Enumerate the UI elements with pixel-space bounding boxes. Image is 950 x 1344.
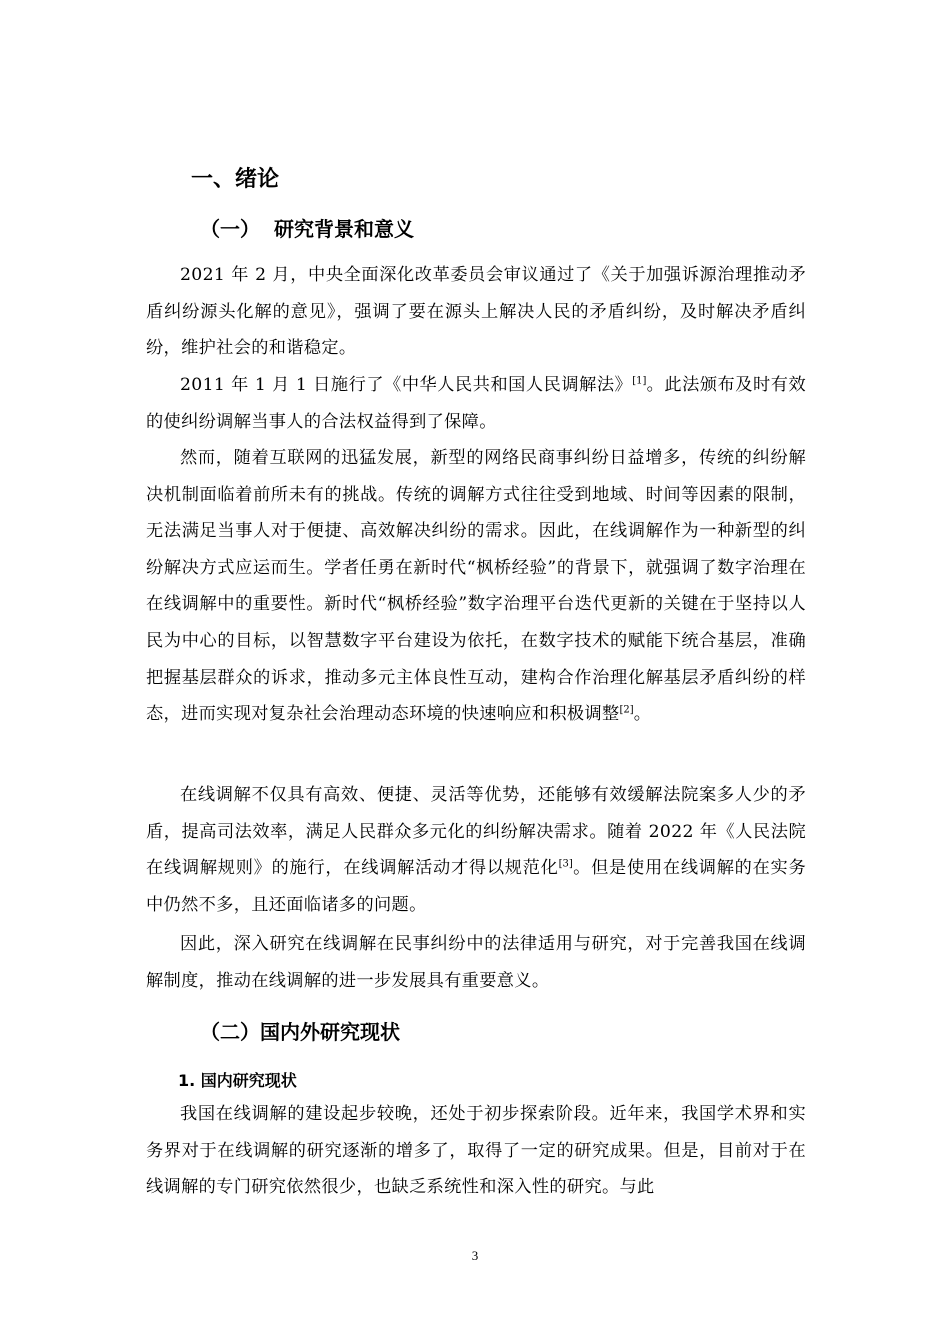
paragraph-2-text-a: 2011 年 1 月 1 日施行了《中华人民共和国人民调解法》: [180, 375, 633, 395]
paragraph-4-text-a: 在线调解不仅具有高效、便捷、灵活等优势，还能够有效缓解法院案多人少的矛盾，提高司法效率，满足人民群众多元化的纠纷解决需求。随着 2022 年《人民法院在线调解规则》的施行，在线调解活动才得以规范化: [146, 785, 806, 879]
section-title: 研究背景和意义: [274, 217, 414, 241]
paragraph-6: 我国在线调解的建设起步较晚，还处于初步探索阶段。近年来，我国学术界和实务界对于在线调解的研究逐渐的增多了，取得了一定的研究成果。但是，目前对于在线调解的专门研究依然很少，也缺乏系统性和深入性的研究。与此: [146, 1104, 806, 1198]
section-heading-research-status: （二）国内外研究现状: [200, 1020, 400, 1044]
citation-1: [1]: [632, 375, 647, 387]
paragraph-4: [146, 777, 806, 923]
chapter-heading: 一、绪论: [191, 167, 280, 192]
paragraph-3-text-b: 。: [633, 704, 652, 725]
citation-3: [3]: [558, 858, 573, 870]
citation-2: [2]: [619, 704, 634, 716]
section-heading-background: [200, 213, 414, 242]
paragraph-2: [146, 367, 806, 440]
paragraph-3: [146, 440, 806, 733]
paragraph-5: 因此，深入研究在线调解在民事纠纷中的法律适用与研究，对于完善我国在线调解制度，推动在线调解的进一步发展具有重要意义。: [146, 934, 806, 991]
paragraph-3-text-a: 然而，随着互联网的迅猛发展，新型的网络民商事纠纷日益增多，传统的纠纷解决机制面临着前所未有的挑战。传统的调解方式往往受到地域、时间等因素的限制，无法满足当事人对于便捷、高效解决纠纷的需求。因此，在线调解作为一种新型的纠纷解决方式应运而生。学者任勇在新时代“枫桥经验”的背景下，就强调了数字治理在在线调解中的重要性。新时代“枫桥经验”数字治理平台迭代更新的关键在于坚持以人民为中心的目标，以智慧数字平台建设为依托，在数字技术的赋能下统合基层，准确把握基层群众的诉求，推动多元主体良性互动，建构合作治理化解基层矛盾纠纷的样态，进而实现对复杂社会治理动态环境的快速响应和积极调整: [146, 448, 806, 725]
paragraph-4-text-b: 。但是使用在线调解的在实务中仍然不多，且还面临诸多的问题。: [146, 858, 806, 915]
page-number: 3: [471, 1248, 479, 1263]
paragraph-2-text-b: 。此法颁布及时有效的使纠纷调解当事人的合法权益得到了保障。: [146, 375, 806, 432]
subsection-heading-domestic: 1. 国内研究现状: [178, 1071, 297, 1090]
paragraph-1: 2021 年 2 月，中央全面深化改革委员会审议通过了《关于加强诉源治理推动矛盾纠纷源头化解的意见》，强调了要在源头上解决人民的矛盾纠纷，及时解决矛盾纠纷，维护社会的和谐稳定。: [146, 265, 806, 359]
section-number: （一）: [200, 217, 260, 241]
